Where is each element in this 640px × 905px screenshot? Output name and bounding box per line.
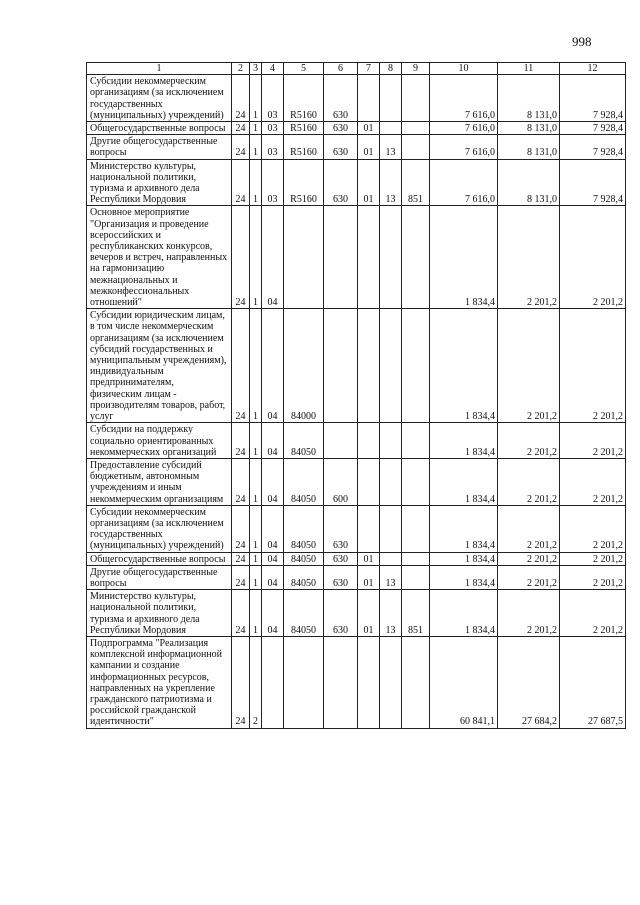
cell-c3: 1 xyxy=(250,135,262,159)
cell-c8 xyxy=(380,122,402,135)
cell-c8 xyxy=(380,505,402,552)
cell-c11: 27 684,2 xyxy=(498,636,560,728)
cell-c12: 7 928,4 xyxy=(560,122,626,135)
cell-c3: 1 xyxy=(250,122,262,135)
cell-c11: 2 201,2 xyxy=(498,505,560,552)
table-row xyxy=(87,75,626,122)
cell-c4: 04 xyxy=(262,590,284,637)
cell-c3: 1 xyxy=(250,505,262,552)
cell-c3: 1 xyxy=(250,552,262,565)
cell-c11: 8 131,0 xyxy=(498,135,560,159)
cell-c8 xyxy=(380,636,402,728)
cell-c11: 2 201,2 xyxy=(498,590,560,637)
cell-c9 xyxy=(402,135,430,159)
row-name: Другие общегосударственные вопросы xyxy=(87,135,232,159)
table-row xyxy=(87,505,626,552)
cell-c3: 1 xyxy=(250,458,262,505)
table-row xyxy=(87,135,626,159)
cell-c5: R5160 xyxy=(284,159,324,206)
row-name: Общегосударственные вопросы xyxy=(87,552,232,565)
cell-c12: 2 201,2 xyxy=(560,458,626,505)
cell-c4: 03 xyxy=(262,122,284,135)
cell-c4: 04 xyxy=(262,552,284,565)
cell-c10: 7 616,0 xyxy=(430,135,498,159)
cell-c4: 04 xyxy=(262,309,284,423)
row-name: Другие общегосударственные вопросы xyxy=(87,565,232,589)
cell-c2: 24 xyxy=(232,636,250,728)
cell-c8 xyxy=(380,423,402,459)
cell-c11: 2 201,2 xyxy=(498,458,560,505)
cell-c11: 8 131,0 xyxy=(498,159,560,206)
cell-c10: 1 834,4 xyxy=(430,423,498,459)
budget-table xyxy=(86,62,626,729)
cell-c6: 630 xyxy=(324,565,358,589)
column-header: 4 xyxy=(262,63,284,75)
cell-c11: 2 201,2 xyxy=(498,552,560,565)
cell-c10: 60 841,1 xyxy=(430,636,498,728)
column-header: 10 xyxy=(430,63,498,75)
cell-c7: 01 xyxy=(358,159,380,206)
cell-c6: 630 xyxy=(324,505,358,552)
cell-c5: 84050 xyxy=(284,565,324,589)
cell-c11: 2 201,2 xyxy=(498,565,560,589)
table-row xyxy=(87,206,626,309)
cell-c5: 84050 xyxy=(284,423,324,459)
column-header: 11 xyxy=(498,63,560,75)
table-row xyxy=(87,122,626,135)
cell-c7: 01 xyxy=(358,135,380,159)
row-name: Субсидии некоммерческим организациям (за исключением государственных (муниципальных) учреждений) xyxy=(87,505,232,552)
cell-c7: 01 xyxy=(358,590,380,637)
column-header: 3 xyxy=(250,63,262,75)
cell-c2: 24 xyxy=(232,159,250,206)
column-header: 2 xyxy=(232,63,250,75)
cell-c2: 24 xyxy=(232,122,250,135)
cell-c9: 851 xyxy=(402,590,430,637)
cell-c10: 1 834,4 xyxy=(430,505,498,552)
cell-c4: 03 xyxy=(262,135,284,159)
cell-c8: 13 xyxy=(380,159,402,206)
cell-c7: 01 xyxy=(358,552,380,565)
cell-c10: 1 834,4 xyxy=(430,590,498,637)
cell-c10: 7 616,0 xyxy=(430,122,498,135)
cell-c5: 84000 xyxy=(284,309,324,423)
cell-c10: 1 834,4 xyxy=(430,309,498,423)
cell-c6: 630 xyxy=(324,552,358,565)
row-name: Общегосударственные вопросы xyxy=(87,122,232,135)
cell-c5: 84050 xyxy=(284,590,324,637)
cell-c12: 27 687,5 xyxy=(560,636,626,728)
cell-c6 xyxy=(324,309,358,423)
cell-c11: 8 131,0 xyxy=(498,75,560,122)
cell-c9 xyxy=(402,552,430,565)
cell-c4: 03 xyxy=(262,75,284,122)
cell-c2: 24 xyxy=(232,552,250,565)
table-row xyxy=(87,458,626,505)
column-header: 5 xyxy=(284,63,324,75)
cell-c2: 24 xyxy=(232,206,250,309)
table-row xyxy=(87,565,626,589)
cell-c5: 84050 xyxy=(284,458,324,505)
column-header: 1 xyxy=(87,63,232,75)
cell-c7 xyxy=(358,505,380,552)
cell-c9 xyxy=(402,122,430,135)
cell-c2: 24 xyxy=(232,590,250,637)
cell-c4: 04 xyxy=(262,423,284,459)
row-name: Основное мероприятие "Организация и проведение всероссийских и республиканских конкурсов, вечеров и встреч, направленных на гармонизацию межнациональных и межконфессиональных отношений" xyxy=(87,206,232,309)
cell-c4 xyxy=(262,636,284,728)
table-row xyxy=(87,159,626,206)
column-header: 8 xyxy=(380,63,402,75)
cell-c7 xyxy=(358,75,380,122)
cell-c12: 7 928,4 xyxy=(560,159,626,206)
cell-c7 xyxy=(358,206,380,309)
cell-c10: 1 834,4 xyxy=(430,206,498,309)
row-name: Предоставление субсидий бюджетным, автономным учреждениям и иным некоммерческим организациям xyxy=(87,458,232,505)
cell-c7 xyxy=(358,309,380,423)
cell-c2: 24 xyxy=(232,423,250,459)
cell-c9 xyxy=(402,505,430,552)
row-name: Субсидии на поддержку социально ориентированных некоммерческих организаций xyxy=(87,423,232,459)
cell-c8: 13 xyxy=(380,135,402,159)
cell-c4: 04 xyxy=(262,505,284,552)
cell-c12: 2 201,2 xyxy=(560,565,626,589)
cell-c4: 03 xyxy=(262,159,284,206)
cell-c5 xyxy=(284,206,324,309)
cell-c12: 2 201,2 xyxy=(560,552,626,565)
cell-c7 xyxy=(358,458,380,505)
cell-c4: 04 xyxy=(262,206,284,309)
cell-c9 xyxy=(402,458,430,505)
cell-c2: 24 xyxy=(232,135,250,159)
cell-c8 xyxy=(380,309,402,423)
cell-c6: 630 xyxy=(324,159,358,206)
cell-c8 xyxy=(380,206,402,309)
cell-c12: 2 201,2 xyxy=(560,309,626,423)
table-row xyxy=(87,309,626,423)
cell-c6: 630 xyxy=(324,75,358,122)
row-name: Подпрограмма "Реализация комплексной информационной кампании и создание информационных ресурсов, направленных на укрепление гражданского патриотизма и российской гражданской идентичности" xyxy=(87,636,232,728)
table-header-row xyxy=(87,63,626,75)
cell-c5: R5160 xyxy=(284,135,324,159)
cell-c11: 8 131,0 xyxy=(498,122,560,135)
cell-c8: 13 xyxy=(380,565,402,589)
cell-c8 xyxy=(380,458,402,505)
row-name: Субсидии некоммерческим организациям (за исключением государственных (муниципальных) учреждений) xyxy=(87,75,232,122)
column-header: 7 xyxy=(358,63,380,75)
cell-c8: 13 xyxy=(380,590,402,637)
column-header: 12 xyxy=(560,63,626,75)
column-header: 9 xyxy=(402,63,430,75)
row-name: Министерство культуры, национальной политики, туризма и архивного дела Республики Мордовия xyxy=(87,590,232,637)
table-row xyxy=(87,423,626,459)
table-row xyxy=(87,590,626,637)
cell-c2: 24 xyxy=(232,458,250,505)
cell-c11: 2 201,2 xyxy=(498,206,560,309)
cell-c5: R5160 xyxy=(284,122,324,135)
cell-c6 xyxy=(324,423,358,459)
cell-c9: 851 xyxy=(402,159,430,206)
cell-c3: 1 xyxy=(250,309,262,423)
cell-c10: 1 834,4 xyxy=(430,565,498,589)
table-row xyxy=(87,636,626,728)
cell-c3: 1 xyxy=(250,206,262,309)
cell-c7: 01 xyxy=(358,565,380,589)
cell-c7 xyxy=(358,423,380,459)
cell-c9 xyxy=(402,565,430,589)
cell-c9 xyxy=(402,309,430,423)
cell-c6 xyxy=(324,636,358,728)
cell-c10: 1 834,4 xyxy=(430,552,498,565)
cell-c6: 630 xyxy=(324,122,358,135)
column-header: 6 xyxy=(324,63,358,75)
cell-c7: 01 xyxy=(358,122,380,135)
cell-c5 xyxy=(284,636,324,728)
row-name: Министерство культуры, национальной политики, туризма и архивного дела Республики Мордовия xyxy=(87,159,232,206)
cell-c11: 2 201,2 xyxy=(498,423,560,459)
cell-c9 xyxy=(402,636,430,728)
row-name: Субсидии юридическим лицам, в том числе некоммерческим организациям (за исключением субсидий государственных и муниципальным учреждениям), индивидуальным предпринимателям, физическим лицам - производителям товаров, работ, услуг xyxy=(87,309,232,423)
cell-c2: 24 xyxy=(232,565,250,589)
cell-c12: 2 201,2 xyxy=(560,505,626,552)
page-number: 998 xyxy=(572,34,592,49)
cell-c8 xyxy=(380,552,402,565)
cell-c8 xyxy=(380,75,402,122)
cell-c12: 2 201,2 xyxy=(560,423,626,459)
cell-c12: 2 201,2 xyxy=(560,206,626,309)
cell-c3: 1 xyxy=(250,159,262,206)
cell-c9 xyxy=(402,75,430,122)
cell-c9 xyxy=(402,423,430,459)
cell-c12: 7 928,4 xyxy=(560,135,626,159)
cell-c2: 24 xyxy=(232,505,250,552)
cell-c3: 1 xyxy=(250,590,262,637)
cell-c9 xyxy=(402,206,430,309)
cell-c3: 1 xyxy=(250,423,262,459)
cell-c2: 24 xyxy=(232,309,250,423)
cell-c6 xyxy=(324,206,358,309)
cell-c10: 1 834,4 xyxy=(430,458,498,505)
table-row xyxy=(87,552,626,565)
cell-c6: 630 xyxy=(324,590,358,637)
cell-c6: 630 xyxy=(324,135,358,159)
cell-c11: 2 201,2 xyxy=(498,309,560,423)
cell-c4: 04 xyxy=(262,565,284,589)
cell-c4: 04 xyxy=(262,458,284,505)
cell-c12: 7 928,4 xyxy=(560,75,626,122)
cell-c7 xyxy=(358,636,380,728)
cell-c2: 24 xyxy=(232,75,250,122)
cell-c10: 7 616,0 xyxy=(430,75,498,122)
cell-c5: R5160 xyxy=(284,75,324,122)
cell-c10: 7 616,0 xyxy=(430,159,498,206)
cell-c6: 600 xyxy=(324,458,358,505)
cell-c5: 84050 xyxy=(284,552,324,565)
cell-c3: 1 xyxy=(250,565,262,589)
cell-c3: 1 xyxy=(250,75,262,122)
cell-c3: 2 xyxy=(250,636,262,728)
cell-c5: 84050 xyxy=(284,505,324,552)
cell-c12: 2 201,2 xyxy=(560,590,626,637)
